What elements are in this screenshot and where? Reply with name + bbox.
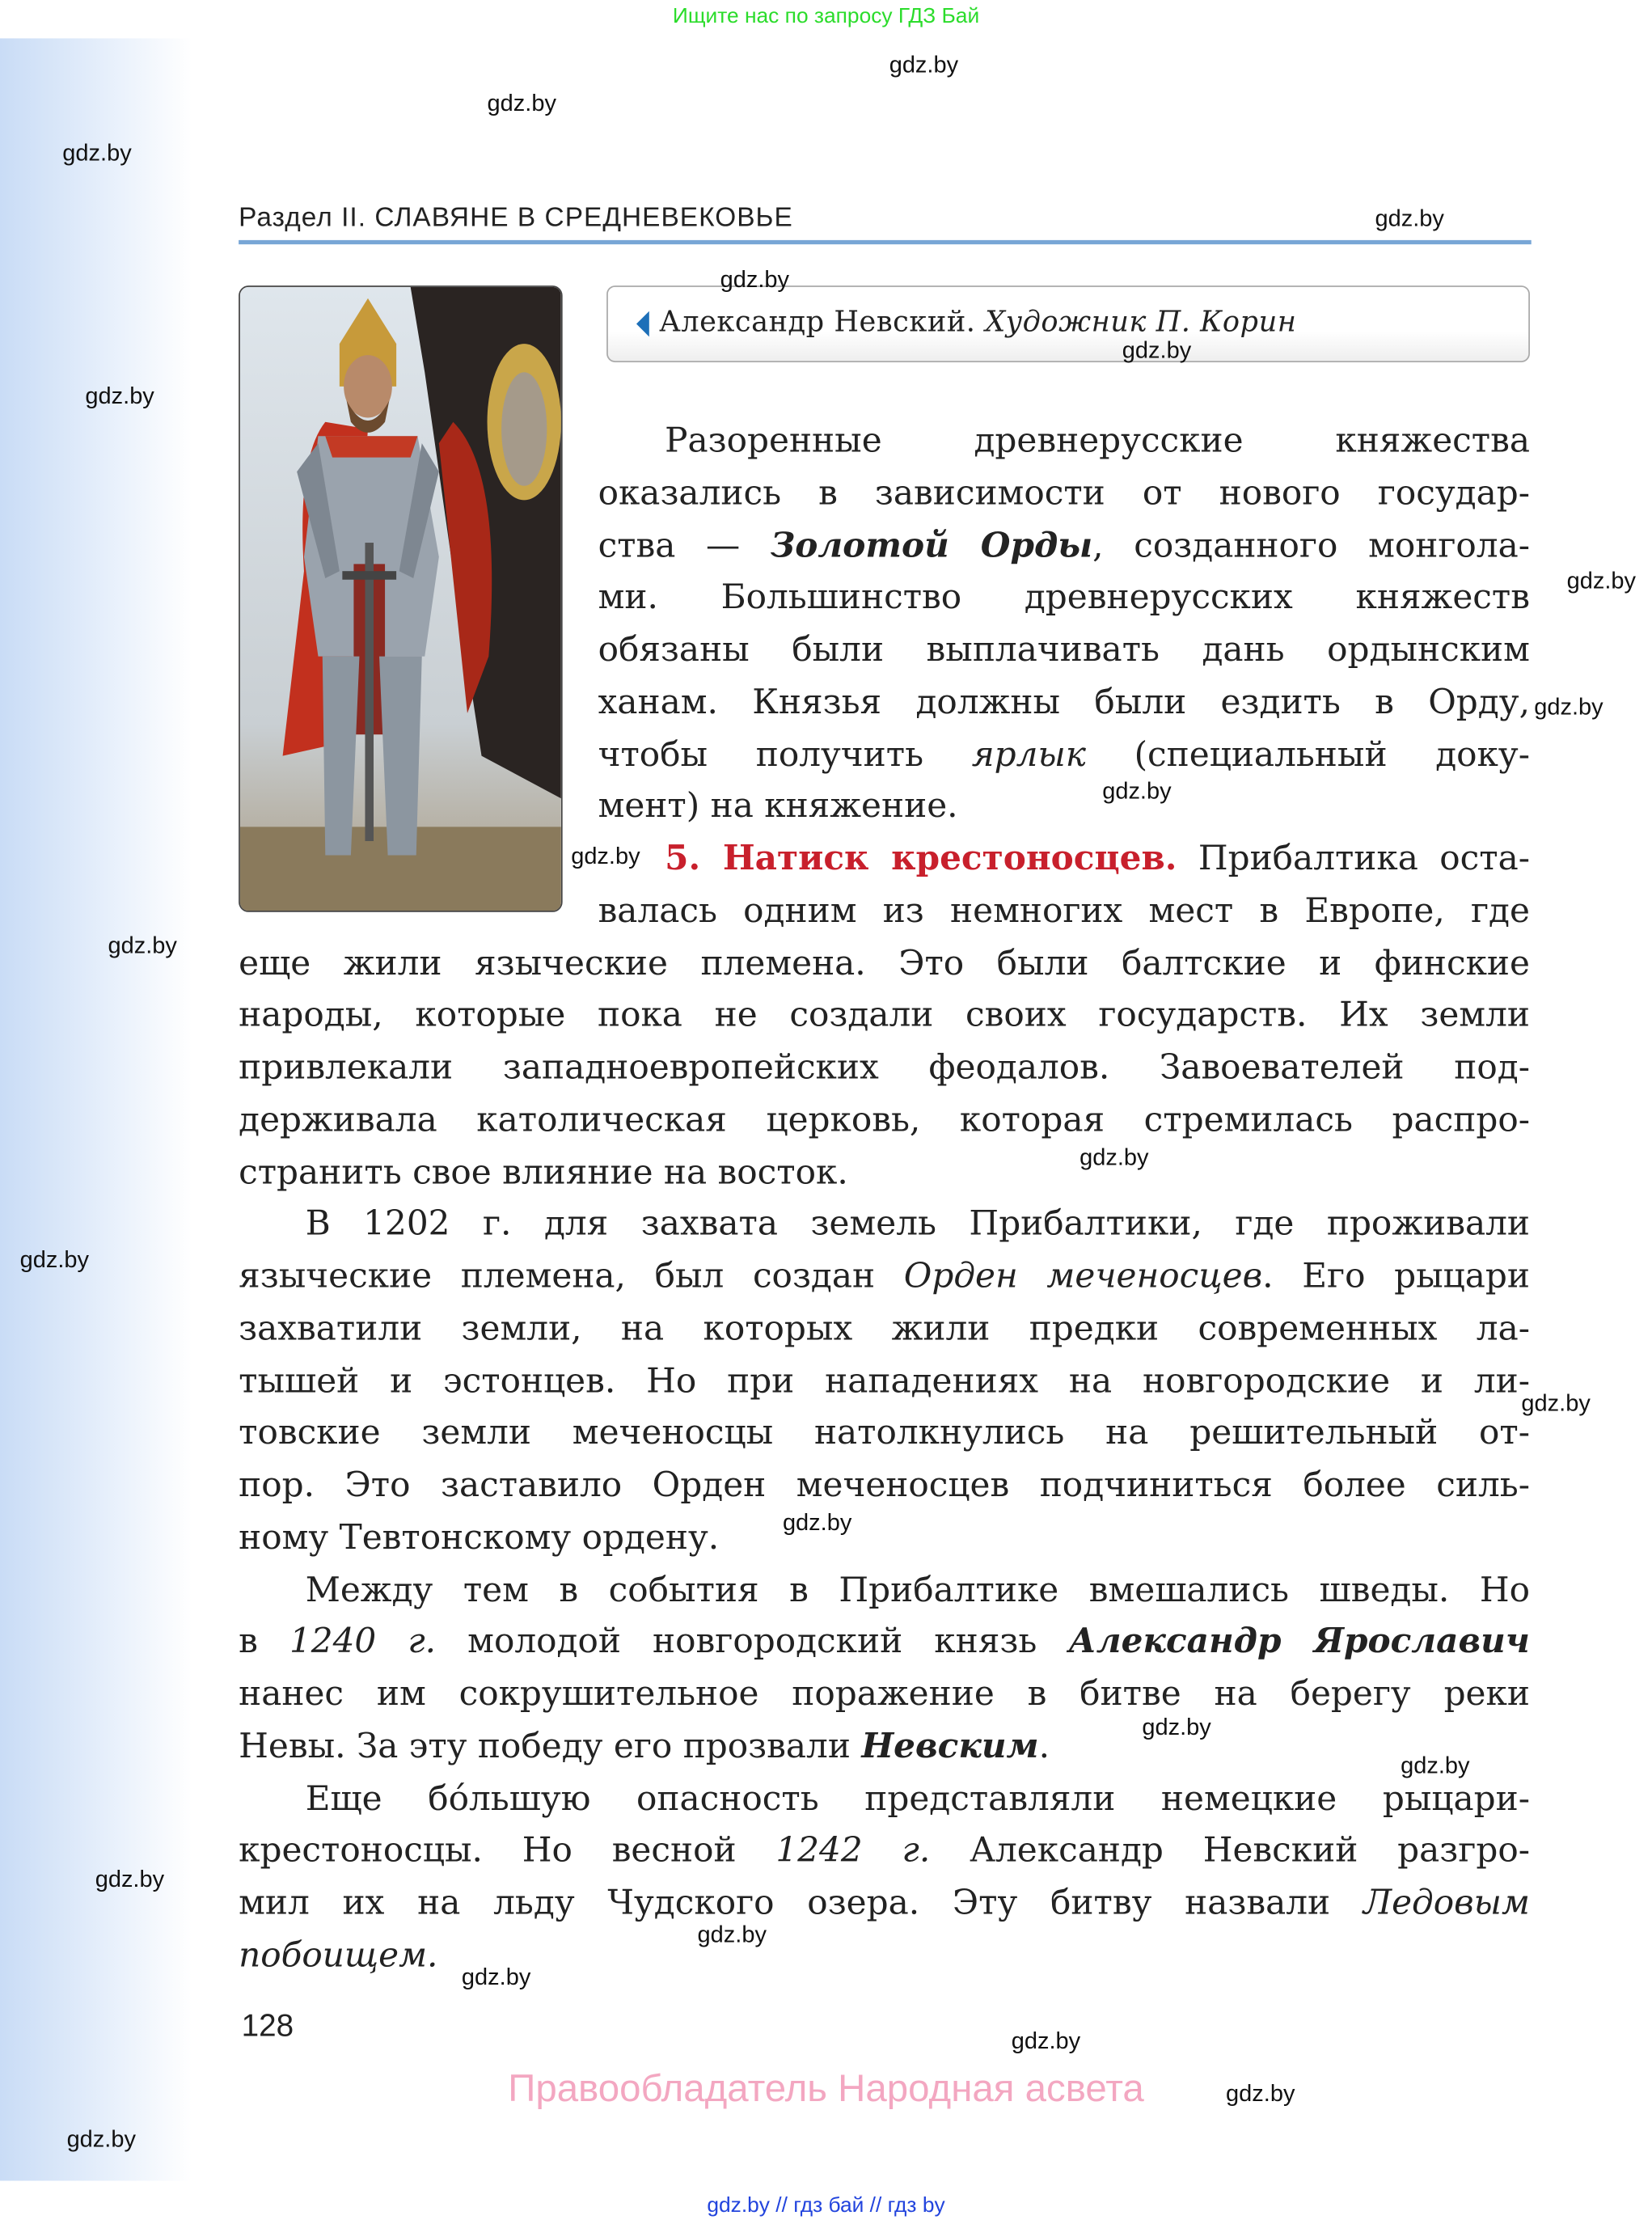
text-segment: молодой новгородский князь [436, 1621, 1069, 1662]
watermark: gdz.by [1226, 2081, 1295, 2108]
text-segment: языческие племена, был создан [239, 1255, 904, 1296]
watermark: gdz.by [62, 140, 132, 167]
watermark: gdz.by [1011, 2028, 1081, 2055]
watermark: gdz.by [95, 1867, 165, 1892]
text-segment: ства — [598, 525, 771, 565]
text-segment: захватили земли, на которых жили предки современных ла- [239, 1308, 1530, 1348]
watermark: gdz.by [697, 1922, 767, 1948]
watermark: gdz.by [571, 844, 640, 870]
caption-title: Александр Невский. [659, 303, 976, 339]
text-line [239, 1459, 1530, 1512]
caption-author: Художник П. Корин [985, 303, 1297, 339]
emphasis-term: Золотой Орды [770, 523, 1093, 565]
text-segment: обязаны были выплачивать дань ордынским [598, 629, 1530, 670]
text-segment: держивала католическая церковь, которая стремилась распро- [239, 1099, 1530, 1139]
text-line [239, 1250, 1530, 1303]
text-segment: еще жили языческие племена. Это были балтские и финские [239, 942, 1530, 983]
text-line [239, 1563, 1530, 1616]
text-line [598, 728, 1530, 780]
text-line [239, 1355, 1530, 1407]
text-segment: . Его рыцари [1262, 1255, 1530, 1296]
text-segment: мент) на княжение. [598, 785, 958, 827]
text-line [598, 415, 1530, 467]
watermark: gdz.by [487, 91, 556, 117]
text-segment: ханам. Князья должны были ездить в Орду, [598, 681, 1530, 721]
watermark: gdz.by [782, 1510, 852, 1536]
watermark: gdz.by [1122, 338, 1192, 364]
text-line [598, 624, 1530, 676]
emphasis-term: 1242 г. [775, 1830, 931, 1871]
emphasis-term: Невским [861, 1724, 1039, 1766]
watermark: gdz.by [19, 1247, 90, 1274]
emphasis-term: побоищем. [239, 1934, 438, 1975]
text-line [239, 1093, 1530, 1146]
text-segment: странить свое влияние на восток. [239, 1151, 848, 1191]
text-segment: привлекали западноевропейских феодалов. Завоевателей под- [239, 1046, 1530, 1087]
text-line [239, 1929, 1530, 1981]
watermark: gdz.by [1566, 568, 1637, 594]
watermark: gdz.by [889, 52, 959, 78]
watermark: gdz.by [66, 2126, 136, 2153]
body-text [0, 415, 1530, 1981]
emphasis-term: Александр Ярославич [1068, 1620, 1530, 1662]
copyright-notice: Правообладатель Народная асвета [508, 2066, 1144, 2110]
text-segment: ми. Большинство древнерусских княжеств [598, 577, 1530, 617]
watermark: gdz.by [85, 383, 154, 409]
text-segment: Разоренные древнерусские княжества [665, 420, 1530, 461]
section-header: Раздел II. СЛАВЯНЕ В СРЕДНЕВЕКОВЬЕ [239, 203, 793, 234]
text-segment: Александр Невский разгро- [930, 1830, 1530, 1871]
text-segment: нанес им сокрушительное поражение в битве на берегу реки [239, 1673, 1530, 1714]
text-segment: (специальный доку- [1085, 734, 1530, 774]
page-number: 128 [241, 2007, 294, 2044]
emphasis-term: Орден меченосцев [903, 1255, 1263, 1296]
text-line [239, 1407, 1530, 1460]
text-line [239, 1146, 1530, 1199]
text-line [239, 1198, 1530, 1250]
text-segment: . [1038, 1725, 1050, 1766]
watermark: gdz.by [1375, 205, 1444, 232]
watermark: gdz.by [1534, 695, 1603, 721]
header-divider [239, 240, 1532, 244]
text-segment: валась одним из немногих мест в Европе, где [598, 890, 1530, 931]
text-line [598, 676, 1530, 729]
footer-links[interactable]: gdz.by // гдз бай // гдз by [707, 2193, 945, 2218]
text-line [239, 989, 1530, 1042]
emphasis-term: ярлык [971, 734, 1086, 774]
text-line [239, 1877, 1530, 1930]
emphasis-term: 1240 г. [289, 1621, 437, 1662]
caption-text [659, 304, 1296, 338]
text-line [239, 1772, 1530, 1824]
watermark: gdz.by [720, 267, 790, 293]
watermark: gdz.by [1521, 1390, 1591, 1417]
text-line [239, 1042, 1530, 1094]
text-line [598, 832, 1530, 885]
caption-pointer-icon [636, 311, 649, 337]
text-line [239, 1616, 1530, 1668]
figure-caption [606, 285, 1530, 362]
text-line [239, 1512, 1530, 1564]
text-line [239, 1668, 1530, 1720]
text-segment: мил их на льду Чудского озера. Эту битву назвали [239, 1882, 1363, 1922]
text-line [239, 1302, 1530, 1355]
text-segment: Невы. За эту победу его прозвали [239, 1725, 862, 1766]
emphasis-term: Ледовым [1363, 1882, 1530, 1922]
top-search-banner[interactable]: Ищите нас по запросу ГДЗ Бай [672, 4, 980, 29]
text-segment: В 1202 г. для захвата земель Прибалтики, где проживали [305, 1203, 1530, 1244]
text-segment: товские земли меченосцы натолкнулись на решительный от- [239, 1412, 1530, 1452]
watermark: gdz.by [1142, 1715, 1211, 1740]
text-line [598, 885, 1530, 937]
text-line [598, 519, 1530, 572]
text-line [239, 1824, 1530, 1877]
text-segment: народы, которые пока не создали своих государств. Их земли [239, 995, 1530, 1035]
text-line [239, 937, 1530, 990]
text-line [598, 572, 1530, 624]
watermark: gdz.by [1080, 1144, 1149, 1171]
text-segment: , созданного монгола- [1092, 525, 1530, 565]
text-segment: в [239, 1621, 289, 1662]
text-segment: Между тем в события в Прибалтике вмешались шведы. Но [305, 1569, 1530, 1609]
text-segment: ному Тевтонскому ордену. [239, 1516, 720, 1557]
text-line [598, 467, 1530, 520]
text-line [239, 1720, 1530, 1773]
text-segment: чтобы получить [598, 734, 972, 774]
text-segment: Прибалтика оста- [1177, 838, 1530, 878]
text-line [598, 780, 1530, 833]
watermark: gdz.by [1102, 778, 1172, 805]
section-heading: 5. Натиск крестоносцев. [665, 836, 1177, 878]
watermark: gdz.by [461, 1964, 531, 1991]
text-segment: оказались в зависимости от нового государ- [598, 472, 1530, 513]
watermark: gdz.by [1401, 1753, 1470, 1779]
watermark: gdz.by [108, 933, 177, 959]
text-segment: пор. Это заставило Орден меченосцев подчиниться более силь- [239, 1465, 1530, 1505]
text-segment: крестоносцы. Но весной [239, 1830, 776, 1871]
text-segment: тышей и эстонцев. Но при нападениях на новгородские и ли- [239, 1360, 1530, 1401]
text-segment: Еще бóльшую опасность представляли немецкие рыцари- [305, 1778, 1530, 1818]
